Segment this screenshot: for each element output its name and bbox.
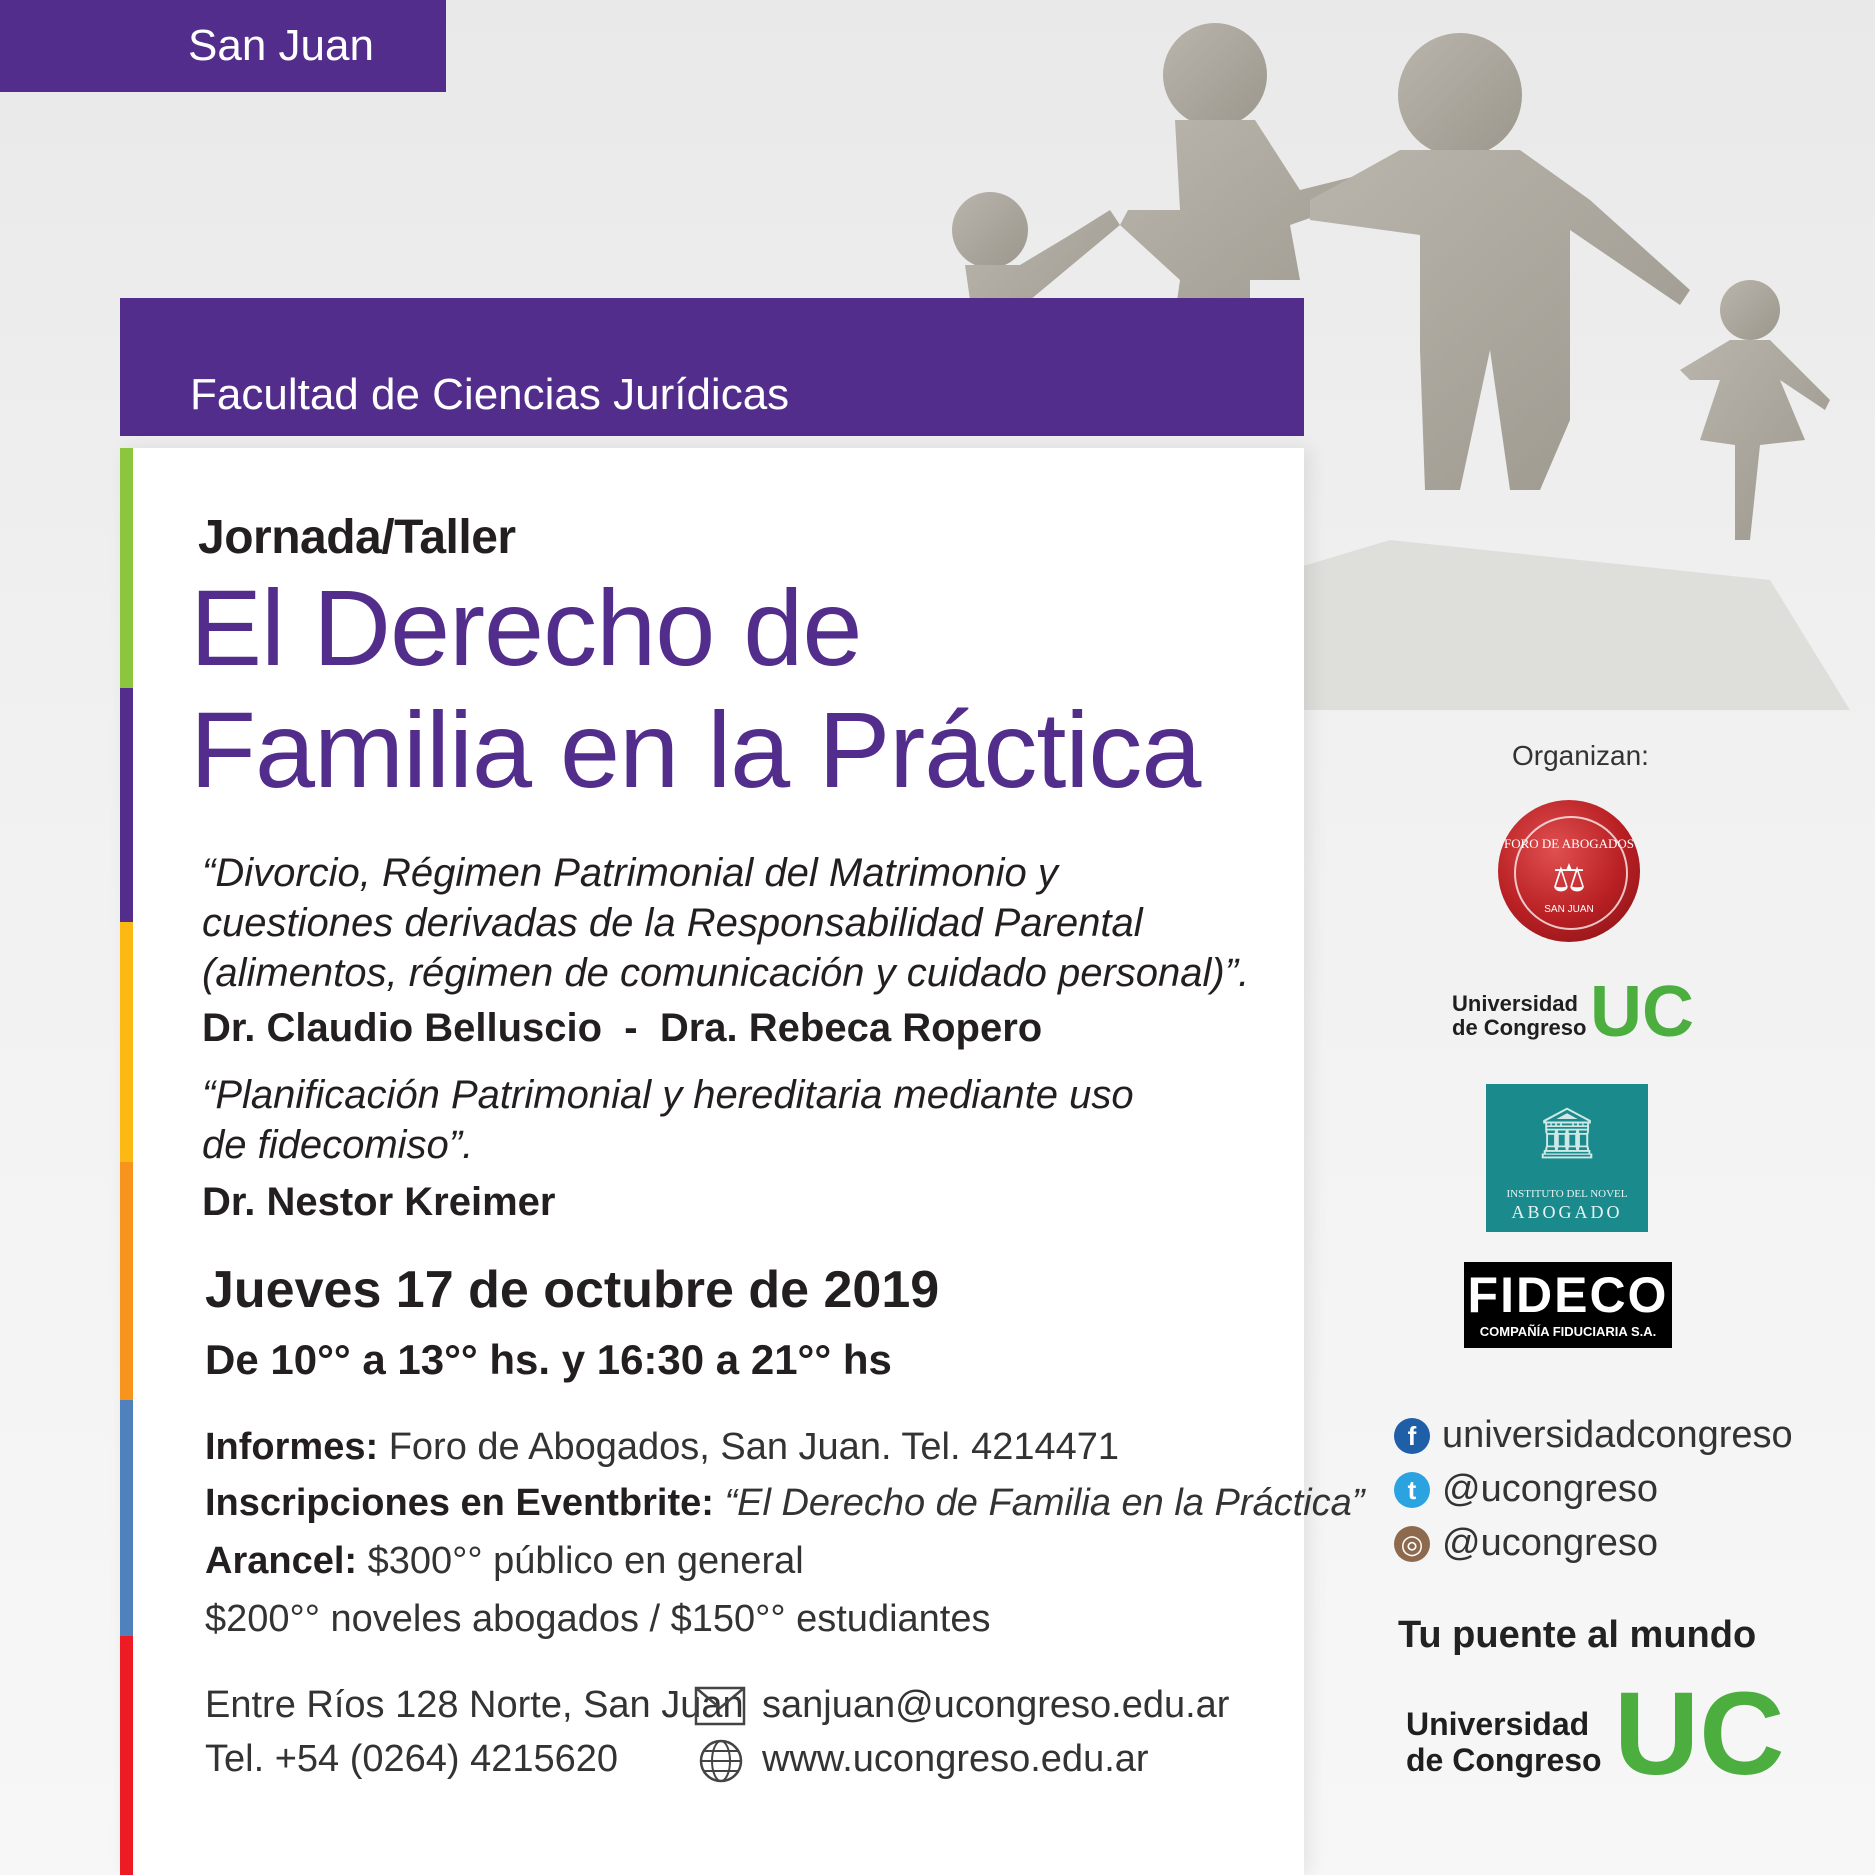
inscripciones-value[interactable]: “El Derecho de Familia en la Práctica” (713, 1482, 1365, 1524)
event-kind: Jornada/Taller (198, 511, 516, 564)
uc-small-line-1: Universidad (1452, 991, 1578, 1016)
novel-line-1: INSTITUTO DEL NOVEL (1506, 1188, 1628, 1200)
region-tag: San Juan (0, 0, 446, 92)
novel-line-2: ABOGADO (1511, 1202, 1623, 1222)
email-link[interactable]: sanjuan@ucongreso.edu.ar (762, 1684, 1230, 1726)
topic-1-line-3: (alimentos, régimen de comunicación y cuidado personal)”. (202, 951, 1250, 995)
uc-large-letters: UC (1614, 1668, 1785, 1800)
speakers-1: Dr. Claudio Belluscio - Dra. Rebeca Ropero (202, 1006, 1043, 1050)
stripe-green (120, 448, 133, 688)
informes-line (205, 1426, 1119, 1469)
organizers-label: Organizan: (1512, 740, 1649, 771)
foro-abogados-seal (1498, 800, 1640, 942)
social-instagram[interactable]: @ucongreso (1442, 1522, 1659, 1564)
uc-logo-small (1452, 972, 1694, 1052)
phone: Tel. +54 (0264) 4215620 (205, 1738, 619, 1780)
uc-large-line-2: de Congreso (1406, 1742, 1602, 1778)
event-date: Jueves 17 de octubre de 2019 (205, 1261, 940, 1319)
inscripciones-line (205, 1482, 1364, 1525)
stripe-red (120, 1636, 133, 1875)
title-line-1: El Derecho de (190, 567, 862, 688)
stripe-blue (120, 1400, 133, 1636)
address: Entre Ríos 128 Norte, San Juan (205, 1684, 744, 1726)
topic-2-line-2: de fidecomiso”. (202, 1123, 474, 1167)
fideco-sub: COMPAÑÍA FIDUCIARIA S.A. (1479, 1324, 1657, 1339)
fideco-name: FIDECO (1467, 1267, 1669, 1323)
instituto-novel-abogado-logo (1486, 1084, 1648, 1232)
uc-logo-large (1404, 1668, 1785, 1800)
arancel-value: $300°° público en general (357, 1540, 804, 1582)
scales-icon: ⚖ (1551, 858, 1587, 900)
social-twitter[interactable]: @ucongreso (1442, 1468, 1659, 1510)
stripe-purple (120, 688, 133, 922)
stripe-orange (120, 1162, 133, 1400)
arancel-line-2: $200°° noveles abogados / $150°° estudiantes (205, 1598, 991, 1640)
topic-2-line-1: “Planificación Patrimonial y hereditaria mediante uso (202, 1073, 1134, 1117)
uc-small-letters: UC (1590, 972, 1694, 1052)
twitter-icon[interactable]: t (1394, 1472, 1430, 1508)
slogan: Tu puente al mundo (1398, 1614, 1757, 1656)
uc-large-line-1: Universidad (1406, 1706, 1590, 1742)
inscripciones-label: Inscripciones en Eventbrite: (205, 1482, 714, 1524)
arancel-label: Arancel: (205, 1540, 358, 1582)
website-link[interactable]: www.ucongreso.edu.ar (762, 1738, 1149, 1780)
uc-small-line-2: de Congreso (1452, 1015, 1587, 1040)
column-icon: 🏛 (1535, 1105, 1599, 1161)
informes-label: Informes: (205, 1426, 379, 1468)
foro-seal-text: FORO DE ABOGADOS (1503, 836, 1635, 851)
informes-value: Foro de Abogados, San Juan. Tel. 4214471 (378, 1426, 1120, 1468)
fideco-logo (1464, 1262, 1672, 1348)
topic-1-line-2: cuestiones derivadas de la Responsabilidad Parental (202, 901, 1143, 945)
email-icon (694, 1686, 746, 1726)
arancel-line (205, 1540, 804, 1583)
topic-1-line-1: “Divorcio, Régimen Patrimonial del Matrimonio y (202, 851, 1058, 895)
instagram-icon[interactable]: ◎ (1394, 1526, 1430, 1562)
speakers-2: Dr. Nestor Kreimer (202, 1180, 556, 1224)
foro-seal-sub: SAN JUAN (1544, 904, 1594, 915)
event-hours: De 10°° a 13°° hs. y 16:30 a 21°° hs (205, 1336, 892, 1383)
stripe-yellow (120, 922, 133, 1162)
globe-icon (698, 1738, 744, 1784)
facebook-icon[interactable]: f (1394, 1418, 1430, 1454)
title-line-2: Familia en la Práctica (190, 689, 1201, 810)
social-facebook[interactable]: universidadcongreso (1442, 1414, 1793, 1456)
faculty-banner: Facultad de Ciencias Jurídicas (120, 298, 1304, 436)
